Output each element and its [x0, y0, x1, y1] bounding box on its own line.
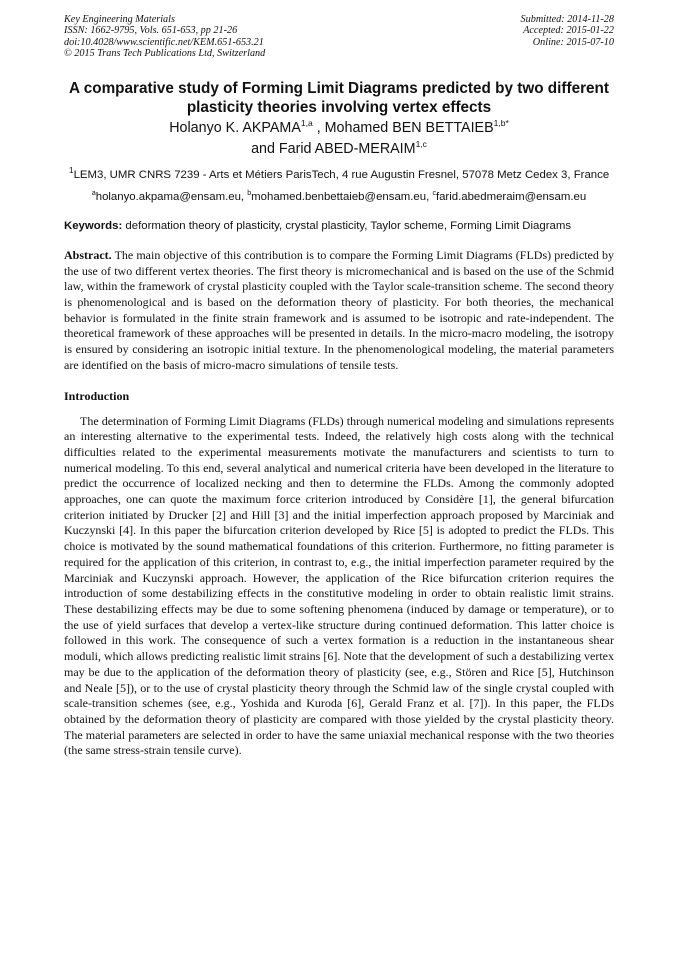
author-affiliation-marker: 1,a: [300, 117, 313, 128]
online-date: Online: 2015-07-10: [532, 36, 614, 48]
submission-dates: [521, 14, 614, 60]
affiliation: [64, 164, 614, 182]
journal-name: Key Engineering Materials: [64, 14, 175, 25]
keywords-label: Keywords:: [64, 219, 123, 232]
author-emails: [64, 190, 614, 204]
author-separator: ,: [312, 119, 325, 136]
affiliation-text: LEM3, UMR CNRS 7239 - Arts et Métiers ParisTech, 4 rue Augustin Fresnel, 57078 Metz Cedex 3, France: [73, 168, 610, 181]
abstract: [64, 248, 614, 374]
journal-copyright: © 2015 Trans Tech Publications Ltd, Switzerland: [64, 48, 266, 60]
journal-doi: doi:10.4028/www.scientific.net/KEM.651-653.21: [64, 36, 264, 48]
keywords-text: deformation theory of plasticity, crystal plasticity, Taylor scheme, Forming Limit Diagrams: [122, 219, 572, 232]
email-marker: b: [247, 189, 252, 197]
keywords: [64, 220, 614, 233]
author-name: Farid ABED-MERAIM: [278, 140, 416, 157]
author-affiliation-marker: 1,b*: [493, 117, 509, 128]
paper-page: [64, 14, 614, 759]
accepted-date: Accepted: 2015-01-22: [523, 25, 614, 37]
author-name: Holanyo K. AKPAMA: [169, 119, 301, 136]
submitted-date: Submitted: 2014-11-28: [520, 14, 614, 25]
abstract-text: The main objective of this contribution is to compare the Forming Limit Diagrams (FLDs) predicted by the use of two different vertex theories. The first theory is micromechanical and is based on the use of the Schmid law, within the framework of crystal plasticity coupled with the Taylor scale-transition scheme. The second theory is phenomenological and is based on the deformation theory of plasticity. For both theories, the mechanical behavior is formulated in the finite strain framework and is assumed to be isotropic and rate-independent. The theoretical framework of these approaches will be presented in details. In the micro-macro modeling, the isotropy is ensured by considering an isotropic initial texture. In the phenomenological modeling, the material parameters are identified on the basis of micro-macro simulations of tensile tests.: [64, 247, 614, 372]
email-address[interactable]: farid.abedmeraim@ensam.eu: [435, 190, 587, 203]
journal-info: [64, 14, 265, 60]
author-list: [64, 118, 614, 160]
abstract-label: Abstract.: [64, 247, 112, 262]
affiliation-marker: 1: [68, 164, 74, 175]
author-affiliation-marker: 1,c: [415, 138, 427, 149]
paper-title: A comparative study of Forming Limit Diagrams predicted by two different plasticity theories involving vertex effects: [69, 79, 609, 116]
journal-header: [64, 14, 614, 60]
email-marker: a: [91, 189, 96, 197]
journal-issn: ISSN: 1662-9795, Vols. 651-653, pp 21-26: [64, 25, 238, 37]
section-heading-introduction: Introduction: [64, 388, 130, 403]
email-address[interactable]: mohamed.benbettaieb@ensam.eu,: [251, 190, 433, 203]
author-name: Mohamed BEN BETTAIEB: [324, 119, 494, 136]
email-address[interactable]: holanyo.akpama@ensam.eu,: [95, 190, 248, 203]
author-conjunction: and: [251, 140, 279, 157]
introduction-paragraph: The determination of Forming Limit Diagrams (FLDs) through numerical modeling and simulations represents an interesting alternative to the experimental tests. Indeed, the relatively high costs along with the technical difficulties related to the experimental measurements motivate the manufacturers and scientists to turn to numerical modeling. To this end, several analytical and numerical criteria have been developed in the literature to predict the occurrence of localized necking and then to determine the FLDs. Among the commonly adopted approaches, one can quote the maximum force criterion introduced by Considère [1], the general bifurcation criterion initiated by Drucker [2] and Hill [3] and the initial imperfection approach proposed by Marciniak and Kuczynski [4]. In this paper the bifurcation criterion developed by Rice [5] is adopted to predict the FLDs. This choice is motivated by the sound mathematical foundations of this criterion. Furthermore, no fitting parameter is required for the application of this criterion, in contrast to, e.g., the initial imperfection parameter required by the Marciniak and Kuczynski approach. However, the application of the Rice bifurcation criterion requires the introduction of some destabilizing effects in the constitutive modeling in order to obtain realistic limit strains. These destabilizing effects may be due to some softening phenomena (induced by damage or temperature), or to the use of yield surfaces that develop a vertex-like structure during continued deformation. This latter choice is followed in this work. The consequence of such a vertex formation is a reduction in the instantaneous shear moduli, which allows predicting realistic limit strains [6]. Note that the development of such a destabilizing vertex may be due to the application of the deformation theory of plasticity (see, e.g., Stören and Rice [5], Hutchinson and Neale [5]), or to the use of crystal plasticity theory through the Schmid law of the single crystal coupled with scale-transition schemes (see, e.g., Yoshida and Kuroda [6], Gerald Franz et al. [7]). In this paper, the FLDs obtained by the deformation theory of plasticity are compared with those yielded by the crystal plasticity theory. The material parameters are selected in order to have the same uniaxial mechanical response with the two theories (the same stress-strain tensile curve).: [64, 413, 614, 758]
email-marker: c: [432, 189, 436, 197]
